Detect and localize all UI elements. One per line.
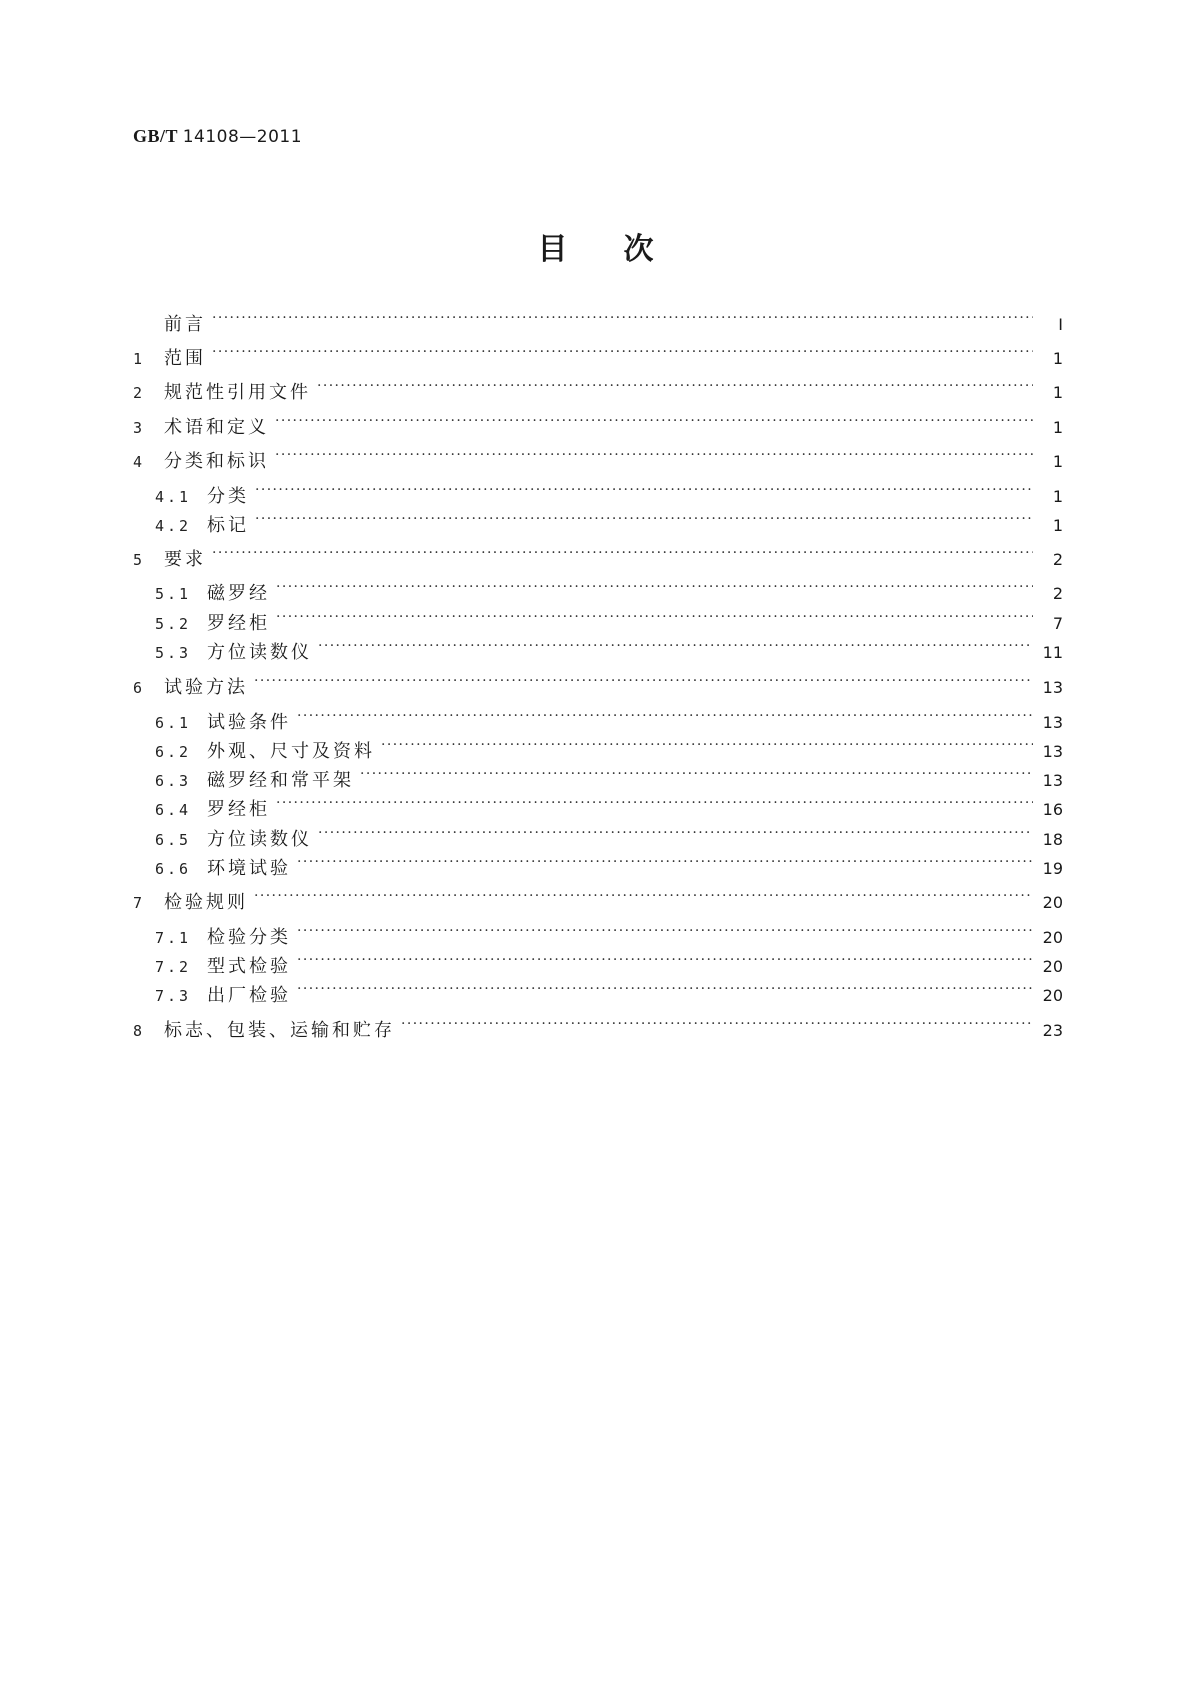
toc-entry[interactable] xyxy=(133,306,1063,335)
toc-leader-dots xyxy=(212,340,1033,364)
toc-entry-page: Ⅰ xyxy=(1058,315,1063,334)
toc-leader-dots xyxy=(255,507,1033,531)
toc-entry-page: 20 xyxy=(1042,957,1063,976)
toc-entry-number: 2 xyxy=(133,384,146,402)
toc-entry-number: 4.2 xyxy=(155,517,192,535)
toc-entry-page: 13 xyxy=(1042,771,1063,790)
toc-entry[interactable] xyxy=(155,821,1063,850)
toc-entry-label: 外观、尺寸及资料 xyxy=(207,741,375,762)
toc-leader-dots xyxy=(360,762,1033,786)
toc-entry[interactable] xyxy=(133,1012,1063,1041)
toc-entry-number: 4.1 xyxy=(155,488,192,506)
toc-leader-dots xyxy=(212,306,1033,330)
toc-entry-number: 7 xyxy=(133,894,146,912)
toc-entry-label: 检验分类 xyxy=(207,927,291,948)
toc-entry-page: 1 xyxy=(1052,452,1063,471)
toc-entry-label: 方位读数仪 xyxy=(207,829,312,850)
page-title: 目次 xyxy=(537,232,710,267)
toc-entry-label: 规范性引用文件 xyxy=(164,382,311,403)
toc-entry-label: 罗经柜 xyxy=(207,799,270,820)
toc-entry[interactable] xyxy=(133,374,1063,403)
toc-leader-dots xyxy=(297,919,1033,943)
toc-entry-label: 环境试验 xyxy=(207,858,291,879)
toc-entry-number: 5.1 xyxy=(155,585,192,603)
toc-entry-number: 7.3 xyxy=(155,987,192,1005)
toc-entry[interactable] xyxy=(133,669,1063,698)
toc-entry-number: 7.1 xyxy=(155,929,192,947)
toc-entry-page: 1 xyxy=(1052,418,1063,437)
toc-entry-label: 试验条件 xyxy=(207,712,291,733)
toc-entry-page: 2 xyxy=(1052,584,1063,603)
toc-leader-dots xyxy=(255,478,1033,502)
toc-entry-number: 6.3 xyxy=(155,772,192,790)
toc-entry-label: 出厂检验 xyxy=(207,985,291,1006)
toc-entry-number: 4 xyxy=(133,453,146,471)
toc-entry[interactable] xyxy=(155,948,1063,977)
toc-entry[interactable] xyxy=(155,478,1063,507)
toc-entry-page: 1 xyxy=(1052,516,1063,535)
toc-leader-dots xyxy=(297,977,1033,1001)
toc-entry-label: 型式检验 xyxy=(207,956,291,977)
toc-entry-label: 术语和定义 xyxy=(164,417,269,438)
toc-leader-dots xyxy=(254,669,1033,693)
toc-leader-dots xyxy=(212,541,1033,565)
toc-entry-page: 13 xyxy=(1042,742,1063,761)
standard-number xyxy=(133,126,302,147)
toc-entry-page: 1 xyxy=(1052,383,1063,402)
toc-leader-dots xyxy=(275,443,1033,467)
toc-entry-number: 6.6 xyxy=(155,860,192,878)
toc-entry-label: 分类 xyxy=(207,486,249,507)
toc-entry-page: 13 xyxy=(1042,713,1063,732)
toc-leader-dots xyxy=(276,605,1033,629)
toc-entry-page: 1 xyxy=(1052,487,1063,506)
toc-entry-page: 20 xyxy=(1042,928,1063,947)
toc-leader-dots xyxy=(275,409,1033,433)
toc-entry[interactable] xyxy=(155,507,1063,536)
toc-entry[interactable] xyxy=(155,977,1063,1006)
toc-leader-dots xyxy=(317,374,1033,398)
toc-entry[interactable] xyxy=(155,919,1063,948)
toc-entry-label: 要求 xyxy=(164,549,206,570)
toc-entry-number: 7.2 xyxy=(155,958,192,976)
toc-entry-page: 7 xyxy=(1052,614,1063,633)
toc-entry-label: 罗经柜 xyxy=(207,613,270,634)
toc-entry[interactable] xyxy=(133,340,1063,369)
toc-entry-label: 前言 xyxy=(164,314,206,335)
toc-entry-label: 范围 xyxy=(164,348,206,369)
toc-entry-page: 20 xyxy=(1042,986,1063,1005)
toc-entry-page: 1 xyxy=(1052,349,1063,368)
toc-entry[interactable] xyxy=(155,605,1063,634)
toc-entry-page: 13 xyxy=(1042,678,1063,697)
toc-leader-dots xyxy=(401,1012,1033,1036)
toc-leader-dots xyxy=(381,733,1033,757)
toc-entry[interactable] xyxy=(155,634,1063,663)
toc-leader-dots xyxy=(297,850,1033,874)
toc-entry-page: 19 xyxy=(1042,859,1063,878)
toc-leader-dots xyxy=(276,575,1033,599)
toc-entry-label: 磁罗经和常平架 xyxy=(207,770,354,791)
toc-entry[interactable] xyxy=(155,850,1063,879)
toc-entry[interactable] xyxy=(155,791,1063,820)
toc-entry-number: 6.4 xyxy=(155,801,192,819)
toc-entry-page: 18 xyxy=(1042,830,1063,849)
toc-entry-number: 3 xyxy=(133,419,146,437)
toc-leader-dots xyxy=(254,884,1033,908)
toc-entry-label: 方位读数仪 xyxy=(207,642,312,663)
toc-entry-label: 标志、包装、运输和贮存 xyxy=(164,1020,395,1041)
toc-entry-page: 23 xyxy=(1042,1021,1063,1040)
toc-entry-page: 2 xyxy=(1052,550,1063,569)
toc-entry-number: 8 xyxy=(133,1022,146,1040)
toc-entry-page: 16 xyxy=(1042,800,1063,819)
toc-entry[interactable] xyxy=(133,884,1063,913)
standard-prefix: GB/T xyxy=(133,126,178,146)
toc-entry[interactable] xyxy=(155,575,1063,604)
toc-entry-page: 20 xyxy=(1042,893,1063,912)
toc-entry-label: 磁罗经 xyxy=(207,583,270,604)
toc-entry-number: 6 xyxy=(133,679,146,697)
toc-entry-number: 5.3 xyxy=(155,644,192,662)
toc-entry-number: 5 xyxy=(133,551,146,569)
toc-entry[interactable] xyxy=(155,733,1063,762)
toc-entry-number: 6.1 xyxy=(155,714,192,732)
toc-entry[interactable] xyxy=(133,409,1063,438)
standard-code: 14108—2011 xyxy=(182,127,303,147)
toc-leader-dots xyxy=(318,821,1033,845)
toc-leader-dots xyxy=(297,948,1033,972)
toc-entry-page: 11 xyxy=(1042,643,1063,662)
toc-leader-dots xyxy=(318,634,1033,658)
toc-entry-number: 1 xyxy=(133,350,146,368)
toc-entry-label: 分类和标识 xyxy=(164,451,269,472)
toc-leader-dots xyxy=(297,704,1033,728)
toc-entry[interactable] xyxy=(155,704,1063,733)
toc-entry-number: 6.5 xyxy=(155,831,192,849)
toc-entry[interactable] xyxy=(155,762,1063,791)
toc-entry-number: 5.2 xyxy=(155,615,192,633)
toc-entry[interactable] xyxy=(133,541,1063,570)
toc-entry-number: 6.2 xyxy=(155,743,192,761)
toc-leader-dots xyxy=(276,791,1033,815)
toc-entry-label: 检验规则 xyxy=(164,892,248,913)
toc-entry-label: 标记 xyxy=(207,515,249,536)
toc-entry[interactable] xyxy=(133,443,1063,472)
toc-entry-label: 试验方法 xyxy=(164,677,248,698)
